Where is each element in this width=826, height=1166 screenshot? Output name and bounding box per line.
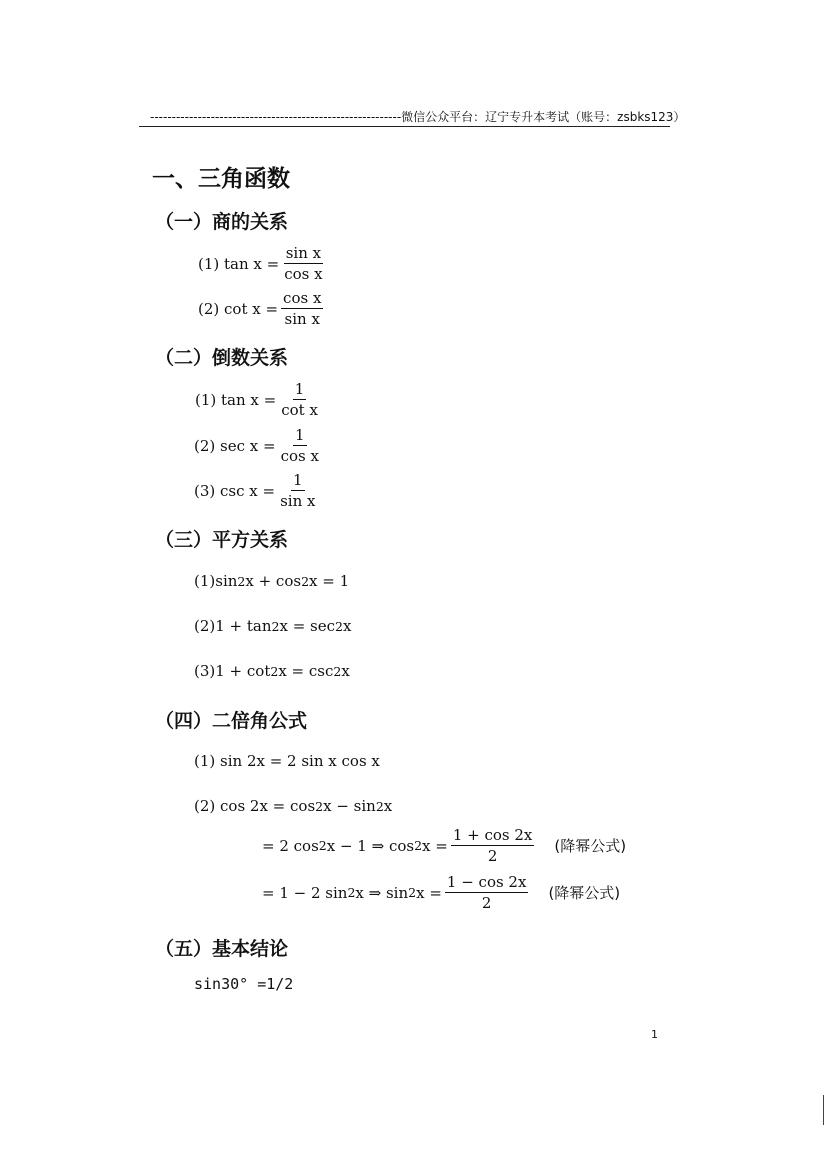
formula-part: (3)1 + cot (194, 662, 271, 680)
formula-power-reduction-sin (262, 873, 620, 912)
formula-part: x = 1 (309, 572, 350, 590)
exponent: 2 (335, 618, 343, 634)
fraction-denominator: sin x (280, 492, 316, 510)
power-reduction-note: (降幂公式) (548, 884, 621, 902)
fraction-numerator: 1 (293, 471, 303, 489)
fraction-numerator: 1 (294, 380, 305, 398)
formula-part: x = (422, 836, 448, 855)
fraction (445, 873, 529, 912)
formula-lhs: (2) cot x = (198, 299, 279, 318)
exponent: 2 (270, 663, 279, 679)
fraction (282, 244, 324, 283)
formula-part: x + cos (245, 572, 302, 590)
fraction-denominator: 2 (487, 847, 498, 865)
exponent: 2 (271, 618, 280, 634)
page-number: 1 (651, 1028, 658, 1041)
formula-double-angle-2 (194, 797, 392, 815)
fraction-numerator: sin x (285, 244, 322, 262)
formula-quotient-1 (198, 244, 325, 283)
fraction (281, 289, 323, 328)
fraction-numerator: 1 − cos 2x (446, 873, 527, 891)
document-title: 一、三角函数 (152, 166, 290, 192)
header-rule (139, 126, 670, 127)
formula-part: (2) cos 2x = cos (194, 797, 316, 815)
exponent: 2 (333, 663, 342, 679)
formula-lhs: (1) tan x = (198, 254, 280, 273)
exponent: 2 (347, 885, 356, 900)
fraction-denominator: cos x (280, 447, 319, 465)
formula-part: x = csc (278, 662, 334, 680)
exponent: 2 (414, 838, 423, 853)
formula-square-3 (194, 662, 350, 680)
page-edge-mark (823, 1095, 824, 1125)
fraction-denominator: sin x (284, 310, 320, 328)
formula-part: x − 1 ⇒ cos (326, 836, 415, 855)
exponent: 2 (375, 798, 384, 814)
formula-part: (2)1 + tan (194, 617, 272, 635)
exponent: 2 (237, 573, 246, 589)
formula-lhs: (1) tan x = (195, 390, 277, 409)
power-reduction-note: (降幂公式) (554, 837, 627, 855)
fraction (451, 826, 535, 865)
fraction-numerator: 1 (294, 426, 305, 444)
formula-lhs: (3) csc x = (194, 481, 276, 500)
formula-power-reduction-cos (262, 826, 626, 865)
section-heading-reciprocal: （二）倒数关系 (155, 347, 289, 369)
formula-reciprocal-3 (194, 471, 317, 510)
formula-reciprocal-1 (195, 380, 320, 419)
formula-part: x (383, 797, 393, 815)
fraction (279, 426, 321, 465)
exponent: 2 (301, 573, 310, 589)
formula-square-1 (194, 572, 349, 590)
fraction-denominator: cos x (284, 265, 323, 283)
basic-conclusion-text: sin30° =1/2 (194, 975, 294, 993)
formula-part: x = sec (279, 617, 336, 635)
formula-double-angle-1: (1) sin 2x = 2 sin x cos x (194, 752, 380, 770)
formula-part: x − sin (323, 797, 376, 815)
formula-square-2 (194, 617, 351, 635)
formula-reciprocal-2 (194, 426, 321, 465)
formula-part: x = (416, 883, 442, 902)
formula-part: (1)sin (194, 572, 238, 590)
formula-quotient-2 (198, 289, 323, 328)
exponent: 2 (318, 838, 327, 853)
fraction (278, 471, 317, 510)
formula-part: x (341, 662, 350, 680)
fraction-denominator: 2 (481, 894, 492, 912)
section-heading-double-angle: （四）二倍角公式 (155, 710, 308, 732)
fraction-numerator: cos x (283, 289, 322, 307)
formula-lhs: (2) sec x = (194, 436, 276, 455)
fraction-denominator: cot x (281, 401, 318, 419)
exponent: 2 (315, 798, 324, 814)
formula-part: x ⇒ sin (355, 883, 409, 902)
page-header-text: ----------------------------------------------------------微信公众平台：辽宁专升本考试（账号：zsbks123） (150, 110, 686, 124)
fraction-numerator: 1 + cos 2x (452, 826, 533, 844)
exponent: 2 (408, 885, 417, 900)
fraction (279, 380, 320, 419)
formula-part: x (342, 617, 352, 635)
section-heading-quotient: （一）商的关系 (155, 211, 289, 233)
section-heading-square: （三）平方关系 (155, 529, 289, 551)
section-heading-basic-conclusions: （五）基本结论 (155, 938, 289, 960)
formula-part: = 1 − 2 sin (262, 883, 348, 902)
formula-part: = 2 cos (262, 836, 319, 855)
